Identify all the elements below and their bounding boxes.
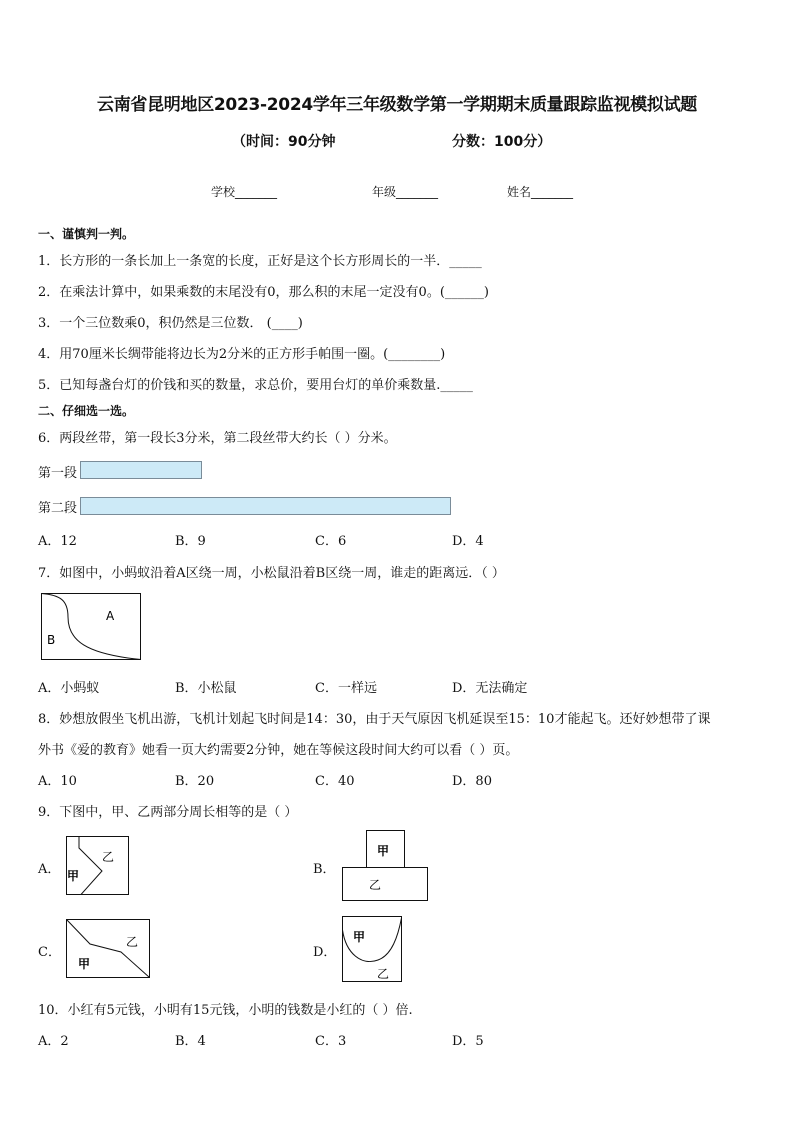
grade-field: 年级_______ <box>372 185 439 199</box>
question-9: 9．下图中，甲、乙两部分周长相等的是（ ） <box>38 805 298 820</box>
q9-b-yi-label: 乙 <box>369 878 382 892</box>
ribbon-2-bar <box>80 497 452 516</box>
q10-option-d[interactable]: D．5 <box>452 1034 484 1049</box>
ribbon-1-bar <box>80 461 203 480</box>
q9-option-b[interactable]: B． <box>313 862 336 877</box>
q10-option-a[interactable]: A．2 <box>38 1034 69 1049</box>
q9-option-a[interactable]: A． <box>38 862 61 877</box>
q6-option-a[interactable]: A．12 <box>38 534 77 549</box>
q9-option-d[interactable]: D． <box>313 945 337 960</box>
q9-option-c[interactable]: C． <box>38 945 61 960</box>
q9-c-yi-label: 乙 <box>126 935 139 949</box>
exam-score: 分数：100分） <box>452 134 552 150</box>
question-8-line-2: 外书《爱的教育》她看一页大约需要2分钟，她在等候这段时间大约可以看（ ）页。 <box>38 743 519 758</box>
question-7: 7．如图中，小蚂蚁沿着A区绕一周，小松鼠沿着B区绕一周，谁走的距离远．（ ） <box>38 566 505 581</box>
q7-region-b-label: B <box>47 633 56 647</box>
q8-option-a[interactable]: A．10 <box>38 774 77 789</box>
q7-option-a[interactable]: A．小蚂蚁 <box>38 681 100 696</box>
school-field: 学校_______ <box>211 185 278 199</box>
q9-c-jia-label: 甲 <box>78 957 91 971</box>
q8-option-c[interactable]: C．40 <box>315 774 355 789</box>
q9-a-yi-label: 乙 <box>102 850 115 864</box>
q9-figure-d <box>340 914 404 984</box>
q9-figure-a <box>64 834 131 897</box>
question-4: 4．用70厘米长绸带能将边长为2分米的正方形手帕围一圈。(________) <box>38 347 446 362</box>
question-8-line-1: 8．妙想放假坐飞机出游，飞机计划起飞时间是14：30，由于天气原因飞机延误至15：10才能起飞。还好妙想带了课 <box>38 712 711 727</box>
page-title: 云南省昆明地区2023-2024学年三年级数学第一学期期末质量跟踪监视模拟试题 <box>97 95 697 115</box>
section-2-heading: 二、仔细选一选。 <box>38 404 135 418</box>
q10-option-c[interactable]: C．3 <box>315 1034 347 1049</box>
q9-d-jia-label: 甲 <box>353 930 366 944</box>
question-6: 6．两段丝带，第一段长3分米，第二段丝带大约长（ ）分米。 <box>38 431 397 446</box>
q7-region-a-label: A <box>106 609 115 623</box>
q8-option-b[interactable]: B．20 <box>175 774 215 789</box>
ribbon-1-label: 第一段 <box>38 466 78 481</box>
q7-option-b[interactable]: B．小松鼠 <box>175 681 237 696</box>
q7-region-figure <box>40 592 144 664</box>
question-2: 2．在乘法计算中，如果乘数的末尾没有0，那么积的末尾一定没有0。(______) <box>38 285 489 300</box>
q7-option-c[interactable]: C．一样远 <box>315 681 377 696</box>
q7-option-d[interactable]: D．无法确定 <box>452 681 528 696</box>
q6-option-d[interactable]: D．4 <box>452 534 484 549</box>
question-3: 3．一个三位数乘0，积仍然是三位数． (____) <box>38 316 303 331</box>
name-field: 姓名_______ <box>507 185 574 199</box>
question-1: 1．长方形的一条长加上一条宽的长度，正好是这个长方形周长的一半．_____ <box>38 254 482 269</box>
q8-option-d[interactable]: D．80 <box>452 774 492 789</box>
q6-option-c[interactable]: C．6 <box>315 534 347 549</box>
q9-b-jia-label: 甲 <box>377 844 390 858</box>
question-10: 10．小红有5元钱，小明有15元钱，小明的钱数是小红的（ ）倍. <box>38 1003 413 1018</box>
q10-option-b[interactable]: B．4 <box>175 1034 206 1049</box>
section-1-heading: 一、谨慎判一判。 <box>38 227 135 241</box>
q9-a-jia-label: 甲 <box>67 869 80 883</box>
q9-d-yi-label: 乙 <box>377 967 390 981</box>
q9-figure-c <box>64 917 152 980</box>
ribbon-2-label: 第二段 <box>38 501 78 516</box>
q9-figure-b <box>341 829 431 903</box>
q6-option-b[interactable]: B．9 <box>175 534 206 549</box>
question-5: 5．已知每盏台灯的价钱和买的数量，求总价，要用台灯的单价乘数量._____ <box>38 378 473 393</box>
exam-time: （时间：90分钟 <box>232 134 336 150</box>
